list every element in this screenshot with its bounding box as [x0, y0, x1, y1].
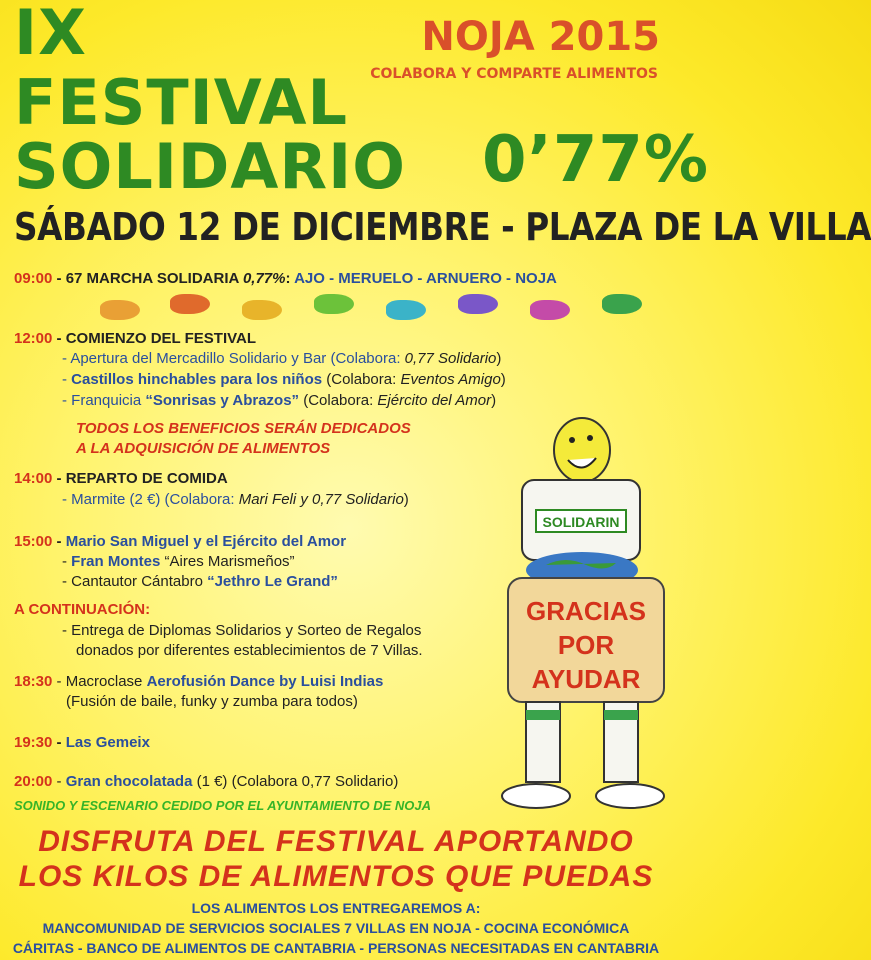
t12-line: 12:00 - COMIENZO DEL FESTIVAL: [14, 330, 257, 347]
title-festival: FESTIVAL: [14, 66, 348, 139]
t12-sub3: - Franquicia “Sonrisas y Abrazos” (Colabora: Ejército del Amor): [62, 392, 497, 409]
t15-line: 15:00 - Mario San Miguel y el Ejército del Amor: [14, 533, 347, 550]
footprints-decoration: [100, 292, 660, 322]
footprint-icon: [458, 294, 498, 314]
deliver-line2: MANCOMUNIDAD DE SERVICIOS SOCIALES 7 VILLAS EN NOJA - COCINA ECONÓMICA: [42, 920, 630, 936]
shirt-label: SOLIDARIN: [542, 514, 620, 530]
dateline: SÁBADO 12 DE DICIEMBRE - PLAZA DE LA VILLA: [14, 205, 871, 249]
footprint-icon: [242, 300, 282, 320]
title-percent: 0’77%: [482, 123, 710, 197]
cont-sub1: - Entrega de Diplomas Solidarios y Sorteo de Regalos: [62, 622, 422, 639]
benefits-line2: A LA ADQUISICIÓN DE ALIMENTOS: [76, 440, 331, 457]
t1830-sub: (Fusión de baile, funky y zumba para todos): [66, 693, 358, 710]
solidarin-mascot: [496, 410, 666, 830]
benefits-line1: TODOS LOS BENEFICIOS SERÁN DEDICADOS: [76, 420, 411, 437]
title-ix: IX: [14, 0, 87, 69]
footprint-icon: [386, 300, 426, 320]
t14-line: 14:00 - REPARTO DE COMIDA: [14, 470, 228, 487]
closing-line1: DISFRUTA DEL FESTIVAL APORTANDO: [38, 825, 634, 858]
t20-line: 20:00 - Gran chocolatada (1 €) (Colabora 0,77 Solidario): [14, 773, 399, 790]
t15-sub1: - Fran Montes “Aires Marismeños”: [62, 553, 295, 570]
sign-line1: GRACIAS: [526, 596, 646, 626]
march-line: 09:00 - 67 MARCHA SOLIDARIA 0,77%: AJO - MERUELO - ARNUERO - NOJA: [14, 270, 557, 287]
footprint-icon: [170, 294, 210, 314]
city-year: NOJA 2015: [421, 14, 660, 60]
t15-sub2: - Cantautor Cántabro “Jethro Le Grand”: [62, 573, 338, 590]
deliver-heading: LOS ALIMENTOS LOS ENTREGAREMOS A:: [191, 900, 481, 916]
closing-line2: LOS KILOS DE ALIMENTOS QUE PUEDAS: [18, 860, 654, 893]
cont-sub2: donados por diferentes establecimientos de 7 Villas.: [76, 642, 423, 659]
footprint-icon: [100, 300, 140, 320]
tagline: COLABORA Y COMPARTE ALIMENTOS: [370, 66, 658, 82]
t12-sub1: - Apertura del Mercadillo Solidario y Bar (Colabora: 0,77 Solidario): [62, 350, 502, 367]
sound-credit: SONIDO Y ESCENARIO CEDIDO POR EL AYUNTAMIENTO DE NOJA: [14, 798, 432, 813]
deliver-line3: CÁRITAS - BANCO DE ALIMENTOS DE CANTABRIA - PERSONAS NECESITADAS EN CANTABRIA: [12, 940, 660, 956]
footprint-icon: [602, 294, 642, 314]
footprint-icon: [314, 294, 354, 314]
t14-sub: - Marmite (2 €) (Colabora: Mari Feli y 0,77 Solidario): [62, 491, 409, 508]
sign-line2: POR: [557, 630, 615, 660]
t1930-line: 19:30 - Las Gemeix: [14, 734, 150, 751]
t12-sub2: - Castillos hinchables para los niños (Colabora: Eventos Amigo): [62, 371, 506, 388]
title-solidario: SOLIDARIO: [14, 130, 406, 203]
t1830-line: 18:30 - Macroclase Aerofusión Dance by Luisi Indias: [14, 673, 384, 690]
continuation-heading: A CONTINUACIÓN:: [14, 601, 151, 618]
footprint-icon: [530, 300, 570, 320]
sign-line3: AYUDAR: [531, 664, 641, 694]
